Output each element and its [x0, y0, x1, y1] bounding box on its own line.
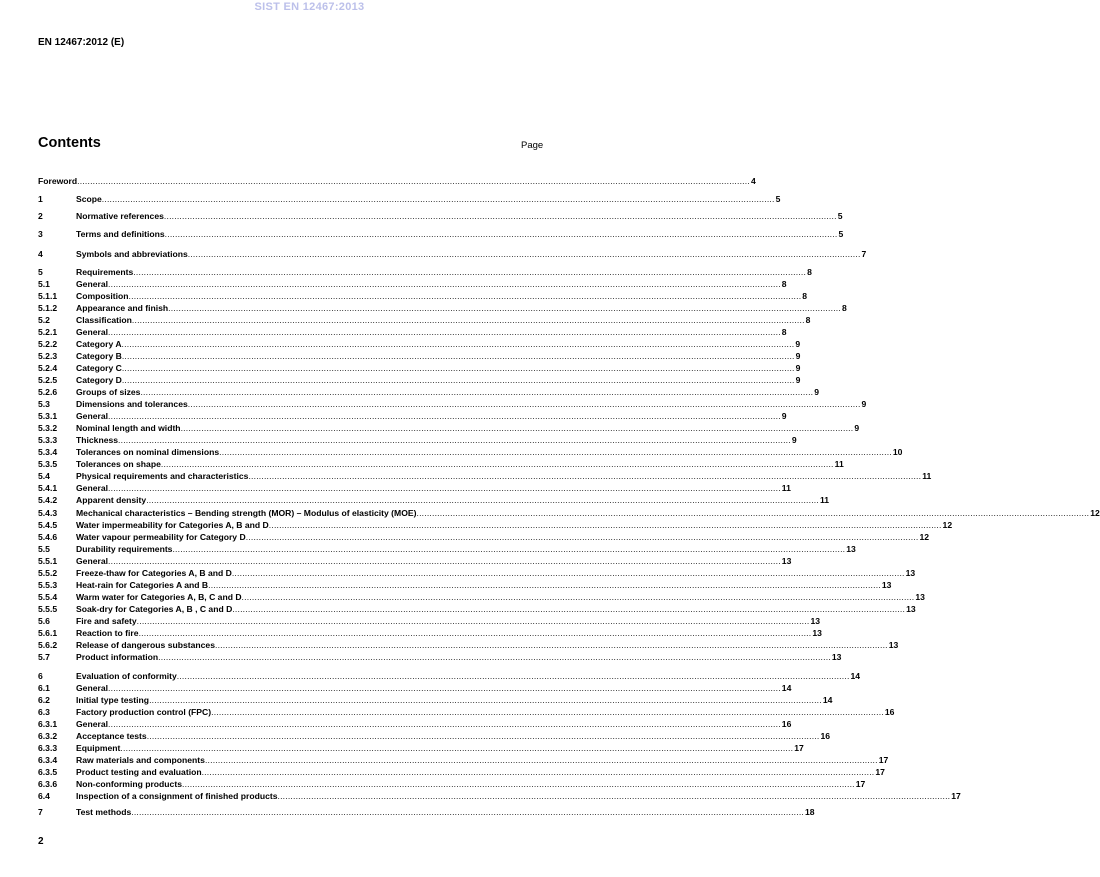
toc-leader-dots: .................................................................................................................................................................................................................................................................... — [181, 779, 855, 789]
toc-entry-page: 13 — [812, 628, 822, 638]
toc-entry-number: 5.2.6 — [38, 387, 58, 397]
toc-entry-title: General — [76, 411, 109, 421]
toc-entry-number: 1 — [38, 194, 43, 204]
toc-entry-title: General — [76, 719, 109, 729]
toc-entry-page: 5 — [775, 194, 781, 204]
toc-entry-page: 7 — [861, 249, 867, 259]
toc-leader-dots: .................................................................................................................................................................................................................................................................... — [121, 351, 795, 361]
toc-entry-number: 5.4 — [38, 471, 50, 481]
toc-entry-title: Factory production control (FPC) — [76, 707, 212, 717]
toc-entry[interactable] — [38, 730, 831, 742]
toc-entry-number: 5.5.3 — [38, 580, 58, 590]
toc-entry-number: 5.6.1 — [38, 628, 58, 638]
toc-entry[interactable] — [38, 193, 781, 205]
toc-entry[interactable] — [38, 627, 822, 639]
toc-entry[interactable] — [38, 362, 801, 374]
toc-leader-dots: .................................................................................................................................................................................................................................................................... — [187, 249, 861, 259]
toc-leader-dots: .................................................................................................................................................................................................................................................................... — [121, 363, 795, 373]
toc-leader-dots: .................................................................................................................................................................................................................................................................... — [121, 339, 795, 349]
toc-entry-title: Thickness — [76, 435, 119, 445]
toc-entry-number: 6.4 — [38, 791, 50, 801]
toc-entry-title: Release of dangerous substances — [76, 640, 215, 650]
toc-leader-dots: .................................................................................................................................................................................................................................................................... — [416, 508, 1090, 518]
toc-entry-number: 6.2 — [38, 695, 50, 705]
toc-entry-page: 12 — [1090, 508, 1100, 518]
toc-entry[interactable] — [38, 682, 792, 694]
toc-leader-dots: .................................................................................................................................................................................................................................................................... — [208, 580, 881, 590]
toc-leader-dots: .................................................................................................................................................................................................................................................................... — [121, 375, 795, 385]
toc-leader-dots: .................................................................................................................................................................................................................................................................... — [168, 303, 841, 313]
toc-leader-dots: .................................................................................................................................................................................................................................................................... — [268, 520, 942, 530]
toc-entry[interactable] — [38, 422, 860, 434]
toc-entry[interactable] — [38, 718, 792, 730]
toc-entry-title: Composition — [76, 291, 129, 301]
toc-leader-dots: .................................................................................................................................................................................................................................................................... — [101, 194, 775, 204]
toc-entry-page: 13 — [881, 580, 892, 590]
toc-entry[interactable] — [38, 579, 892, 591]
toc-leader-dots: .................................................................................................................................................................................................................................................................... — [108, 683, 781, 693]
toc-entry-number: 5.2.5 — [38, 375, 58, 385]
toc-entry[interactable] — [38, 806, 815, 818]
toc-entry[interactable] — [38, 555, 792, 567]
toc-leader-dots: .................................................................................................................................................................................................................................................................... — [136, 616, 810, 626]
toc-entry-title: Evaluation of conformity — [76, 671, 177, 681]
toc-entry-page: 16 — [820, 731, 831, 741]
toc-leader-dots: .................................................................................................................................................................................................................................................................... — [180, 423, 854, 433]
toc-entry-title: Nominal length and width — [76, 423, 181, 433]
toc-leader-dots: .................................................................................................................................................................................................................................................................... — [231, 568, 905, 578]
toc-entry[interactable] — [38, 591, 925, 603]
toc-entry-number: 5.4.5 — [38, 520, 58, 530]
toc-entry[interactable] — [38, 639, 899, 651]
toc-entry-page: 13 — [781, 556, 792, 566]
toc-entry[interactable] — [38, 742, 804, 754]
toc-leader-dots: .................................................................................................................................................................................................................................................................... — [176, 671, 850, 681]
toc-entry-page: 17 — [875, 767, 885, 777]
toc-entry-number: 5 — [38, 267, 43, 277]
toc-entry-number: 5.5.1 — [38, 556, 58, 566]
toc-entry[interactable] — [38, 567, 916, 579]
toc-entry[interactable] — [38, 531, 930, 543]
toc-entry-title: Dimensions and tolerances — [76, 399, 188, 409]
toc-leader-dots: .................................................................................................................................................................................................................................................................... — [277, 791, 951, 801]
toc-entry-page: 12 — [942, 520, 953, 530]
toc-entry-title: Tolerances on shape — [76, 459, 161, 469]
toc-entry-page: 9 — [795, 339, 801, 349]
toc-entry-title: Category A — [76, 339, 122, 349]
toc-entry-number: 5.2.3 — [38, 351, 58, 361]
toc-entry-title: Water impermeability for Categories A, B and D — [76, 520, 269, 530]
toc-entry[interactable] — [38, 519, 953, 531]
toc-entry-title: Warm water for Categories A, B, C and D — [76, 592, 242, 602]
toc-entry-title: Mechanical characteristics – Bending strength (MOR) – Modulus of elasticity (MOE) — [76, 508, 417, 518]
toc-entry-number: 4 — [38, 249, 43, 259]
toc-leader-dots: .................................................................................................................................................................................................................................................................... — [149, 695, 822, 705]
toc-entry[interactable] — [38, 434, 797, 446]
toc-leader-dots: .................................................................................................................................................................................................................................................................... — [138, 628, 812, 638]
toc-entry-page: 12 — [919, 532, 930, 542]
toc-entry-title: Fire and safety — [76, 616, 137, 626]
toc-leader-dots: .................................................................................................................................................................................................................................................................... — [146, 731, 820, 741]
toc-leader-dots: .................................................................................................................................................................................................................................................................... — [128, 291, 802, 301]
toc-entry[interactable] — [38, 507, 1100, 519]
toc-entry[interactable] — [38, 458, 844, 470]
toc-entry-title: Test methods — [76, 807, 132, 817]
toc-entry-page: 9 — [781, 411, 787, 421]
toc-entry[interactable] — [38, 615, 820, 627]
toc-leader-dots: .................................................................................................................................................................................................................................................................... — [187, 399, 861, 409]
toc-entry-page: 13 — [846, 544, 856, 554]
toc-entry-title: Symbols and abbreviations — [76, 249, 188, 259]
toc-entry[interactable] — [38, 754, 889, 766]
toc-leader-dots: .................................................................................................................................................................................................................................................................... — [214, 640, 888, 650]
toc-entry[interactable] — [38, 790, 961, 802]
toc-entry-page: 14 — [822, 695, 833, 705]
toc-entry-number: 5.3.4 — [38, 447, 58, 457]
toc-entry[interactable] — [38, 290, 808, 302]
toc-leader-dots: .................................................................................................................................................................................................................................................................... — [131, 807, 805, 817]
toc-entry[interactable] — [38, 603, 916, 615]
toc-entry-number: 5.1.1 — [38, 291, 58, 301]
toc-leader-dots: .................................................................................................................................................................................................................................................................... — [108, 279, 781, 289]
toc-entry-number: 6.1 — [38, 683, 50, 693]
toc-entry-number: 5.3.5 — [38, 459, 58, 469]
toc-leader-dots: .................................................................................................................................................................................................................................................................... — [77, 176, 750, 186]
toc-leader-dots: .................................................................................................................................................................................................................................................................... — [211, 707, 884, 717]
toc-entry-number: 6 — [38, 671, 43, 681]
toc-entry-page: 16 — [781, 719, 792, 729]
toc-leader-dots: .................................................................................................................................................................................................................................................................... — [164, 229, 838, 239]
toc-entry-title: Heat-rain for Categories A and B — [76, 580, 209, 590]
toc-entry-page: 8 — [781, 327, 787, 337]
toc-leader-dots: .................................................................................................................................................................................................................................................................... — [146, 495, 819, 505]
toc-entry-page: 4 — [750, 176, 756, 186]
toc-entry-page: 9 — [791, 435, 797, 445]
toc-entry-page: 11 — [834, 459, 844, 469]
toc-entry[interactable] — [38, 494, 830, 506]
toc-entry-title: Groups of sizes — [76, 387, 141, 397]
toc-entry[interactable] — [38, 266, 812, 278]
toc-entry-number: 5.1.2 — [38, 303, 58, 313]
toc-leader-dots: .................................................................................................................................................................................................................................................................... — [172, 544, 846, 554]
toc-entry[interactable] — [38, 470, 932, 482]
toc-leader-dots: .................................................................................................................................................................................................................................................................... — [118, 435, 791, 445]
toc-entry[interactable] — [38, 706, 895, 718]
toc-entry-number: 5.4.1 — [38, 483, 58, 493]
toc-entry-page: 13 — [915, 592, 925, 602]
toc-entry-title: General — [76, 279, 109, 289]
toc-entry-page: 13 — [810, 616, 820, 626]
toc-entry-number: 5.3.2 — [38, 423, 58, 433]
toc-entry-number: 5.3.1 — [38, 411, 58, 421]
toc-leader-dots: .................................................................................................................................................................................................................................................................... — [108, 719, 781, 729]
toc-entry-page: 8 — [841, 303, 847, 313]
page-column-label: Page — [521, 140, 544, 151]
toc-entry-title: Scope — [76, 194, 102, 204]
toc-leader-dots: .................................................................................................................................................................................................................................................................... — [108, 483, 781, 493]
toc-leader-dots: .................................................................................................................................................................................................................................................................... — [133, 267, 807, 277]
toc-leader-dots: .................................................................................................................................................................................................................................................................... — [248, 471, 922, 481]
toc-entry-title: Durability requirements — [76, 544, 173, 554]
toc-entry-title: Raw materials and components — [76, 755, 205, 765]
toc-entry-title: Requirements — [76, 267, 134, 277]
toc-entry-page: 10 — [892, 447, 903, 457]
toc-entry[interactable] — [38, 386, 820, 398]
toc-entry-title: Appearance and finish — [76, 303, 169, 313]
toc-entry[interactable] — [38, 670, 861, 682]
toc-entry[interactable] — [38, 398, 867, 410]
toc-entry-title: General — [76, 483, 109, 493]
toc-entry-number: 5.4.2 — [38, 495, 58, 505]
toc-leader-dots: .................................................................................................................................................................................................................................................................... — [158, 652, 831, 662]
toc-entry-number: 5.3 — [38, 399, 50, 409]
toc-leader-dots: .................................................................................................................................................................................................................................................................... — [140, 387, 814, 397]
toc-entry[interactable] — [38, 446, 903, 458]
toc-entry-page: 17 — [855, 779, 866, 789]
toc-entry-number: 5.1 — [38, 279, 50, 289]
toc-entry-number: 6.3.3 — [38, 743, 58, 753]
toc-entry-number: 6.3 — [38, 707, 50, 717]
toc-entry[interactable] — [38, 314, 811, 326]
toc-entry-page: 13 — [888, 640, 899, 650]
toc-entry-number: 5.7 — [38, 652, 50, 662]
toc-leader-dots: .................................................................................................................................................................................................................................................................... — [241, 592, 915, 602]
toc-entry-title: Category B — [76, 351, 122, 361]
toc-entry[interactable] — [38, 543, 856, 555]
toc-entry-page: 18 — [805, 807, 815, 817]
toc-entry[interactable] — [38, 374, 801, 386]
toc-entry-title: Acceptance tests — [76, 731, 147, 741]
toc-entry-page: 8 — [781, 279, 787, 289]
toc-entry-title: Freeze-thaw for Categories A, B and D — [76, 568, 232, 578]
toc-entry-number: 2 — [38, 211, 43, 221]
toc-entry-title: General — [76, 556, 109, 566]
contents-heading: Contents — [38, 135, 101, 151]
toc-entry-number: 5.3.3 — [38, 435, 58, 445]
toc-entry[interactable] — [38, 210, 843, 222]
toc-entry-page: 11 — [922, 471, 932, 481]
toc-entry-number: 5.4.3 — [38, 508, 58, 518]
toc-entry-title: Category D — [76, 375, 122, 385]
toc-entry-title: Equipment — [76, 743, 121, 753]
toc-leader-dots: .................................................................................................................................................................................................................................................................... — [204, 755, 878, 765]
toc-entry-title: Water vapour permeability for Category D — [76, 532, 246, 542]
toc-entry-number: 6.3.1 — [38, 719, 58, 729]
toc-entry[interactable] — [38, 248, 867, 260]
toc-entry-number: 5.6 — [38, 616, 50, 626]
toc-entry-number: 5.6.2 — [38, 640, 58, 650]
toc-entry-number: 5.2.1 — [38, 327, 58, 337]
toc-leader-dots: .................................................................................................................................................................................................................................................................... — [131, 315, 805, 325]
toc-leader-dots: .................................................................................................................................................................................................................................................................... — [201, 767, 875, 777]
toc-leader-dots: .................................................................................................................................................................................................................................................................... — [108, 556, 781, 566]
toc-entry-title: Category C — [76, 363, 122, 373]
toc-entry-number: 3 — [38, 229, 43, 239]
toc-entry-title: Inspection of a consignment of finished products — [76, 791, 278, 801]
toc-entry[interactable] — [38, 766, 885, 778]
toc-entry[interactable] — [38, 228, 844, 240]
toc-entry[interactable] — [38, 410, 787, 422]
toc-entry-title: Product testing and evaluation — [76, 767, 202, 777]
toc-entry-number: 5.2 — [38, 315, 50, 325]
toc-leader-dots: .................................................................................................................................................................................................................................................................... — [120, 743, 794, 753]
toc-entry-number: 5.4.6 — [38, 532, 58, 542]
toc-entry-title: Reaction to fire — [76, 628, 139, 638]
toc-leader-dots: .................................................................................................................................................................................................................................................................... — [245, 532, 919, 542]
toc-leader-dots: .................................................................................................................................................................................................................................................................... — [163, 211, 837, 221]
toc-entry-page: 9 — [861, 399, 867, 409]
toc-entry-page: 13 — [831, 652, 842, 662]
toc-entry[interactable] — [38, 175, 756, 187]
toc-entry-page: 11 — [819, 495, 830, 505]
toc-entry-page: 11 — [781, 483, 791, 493]
toc-entry-page: 5 — [837, 211, 843, 221]
toc-leader-dots: .................................................................................................................................................................................................................................................................... — [160, 459, 834, 469]
toc-leader-dots: .................................................................................................................................................................................................................................................................... — [219, 447, 892, 457]
toc-entry[interactable] — [38, 694, 833, 706]
toc-entry-page: 5 — [838, 229, 844, 239]
document-id: EN 12467:2012 (E) — [38, 37, 125, 48]
toc-entry[interactable] — [38, 350, 801, 362]
toc-entry-page: 9 — [795, 351, 801, 361]
toc-entry-page: 13 — [905, 568, 916, 578]
toc-entry-page: 17 — [951, 791, 961, 801]
toc-entry[interactable] — [38, 651, 842, 663]
toc-entry-number: 5.2.2 — [38, 339, 58, 349]
toc-entry-page: 14 — [850, 671, 861, 681]
toc-entry-page: 8 — [802, 291, 808, 301]
toc-entry[interactable] — [38, 302, 847, 314]
toc-entry-number: 6.3.4 — [38, 755, 58, 765]
toc-entry-title: General — [76, 327, 109, 337]
toc-entry[interactable] — [38, 338, 801, 350]
toc-entry-title: Terms and definitions — [76, 229, 165, 239]
toc-entry-number: 6.3.5 — [38, 767, 58, 777]
toc-entry-number: 5.5.5 — [38, 604, 58, 614]
toc-entry[interactable] — [38, 278, 787, 290]
page-number: 2 — [38, 836, 44, 847]
toc-entry-page: 17 — [878, 755, 889, 765]
toc-entry-title: Tolerances on nominal dimensions — [76, 447, 220, 457]
toc-entry-page: 17 — [794, 743, 804, 753]
toc-entry-title: Normative references — [76, 211, 164, 221]
toc-entry[interactable] — [38, 778, 866, 790]
toc-entry-page: 16 — [884, 707, 895, 717]
toc-entry-page: 9 — [814, 387, 820, 397]
toc-leader-dots: .................................................................................................................................................................................................................................................................... — [232, 604, 906, 614]
toc-entry-title: Initial type testing — [76, 695, 150, 705]
toc-entry-page: 8 — [807, 267, 812, 277]
toc-entry-number: 6.3.2 — [38, 731, 58, 741]
toc-leader-dots: .................................................................................................................................................................................................................................................................... — [108, 411, 781, 421]
toc-entry-page: 14 — [781, 683, 792, 693]
toc-entry-page: 9 — [795, 363, 801, 373]
toc-entry-number: 6.3.6 — [38, 779, 58, 789]
toc-entry[interactable] — [38, 326, 787, 338]
toc-entry-title: Product information — [76, 652, 159, 662]
toc-entry-title: Apparent density — [76, 495, 147, 505]
toc-leader-dots: .................................................................................................................................................................................................................................................................... — [108, 327, 781, 337]
toc-entry-page: 9 — [795, 375, 801, 385]
toc-entry-page: 13 — [906, 604, 916, 614]
watermark-text: SIST EN 12467:2013 — [254, 1, 365, 13]
toc-entry-title: Soak-dry for Categories A, B , C and D — [76, 604, 233, 614]
toc-entry[interactable] — [38, 482, 791, 494]
toc-entry-title: Foreword — [38, 176, 78, 186]
toc-entry-title: Non-conforming products — [76, 779, 182, 789]
toc-entry-page: 9 — [854, 423, 860, 433]
toc-entry-number: 7 — [38, 807, 43, 817]
toc-entry-number: 5.5.4 — [38, 592, 58, 602]
toc-entry-number: 5.5.2 — [38, 568, 58, 578]
toc-entry-page: 8 — [805, 315, 811, 325]
toc-entry-title: Physical requirements and characteristics — [76, 471, 249, 481]
toc-entry-number: 5.5 — [38, 544, 50, 554]
toc-entry-title: Classification — [76, 315, 132, 325]
toc-entry-title: General — [76, 683, 109, 693]
toc-entry-number: 5.2.4 — [38, 363, 58, 373]
